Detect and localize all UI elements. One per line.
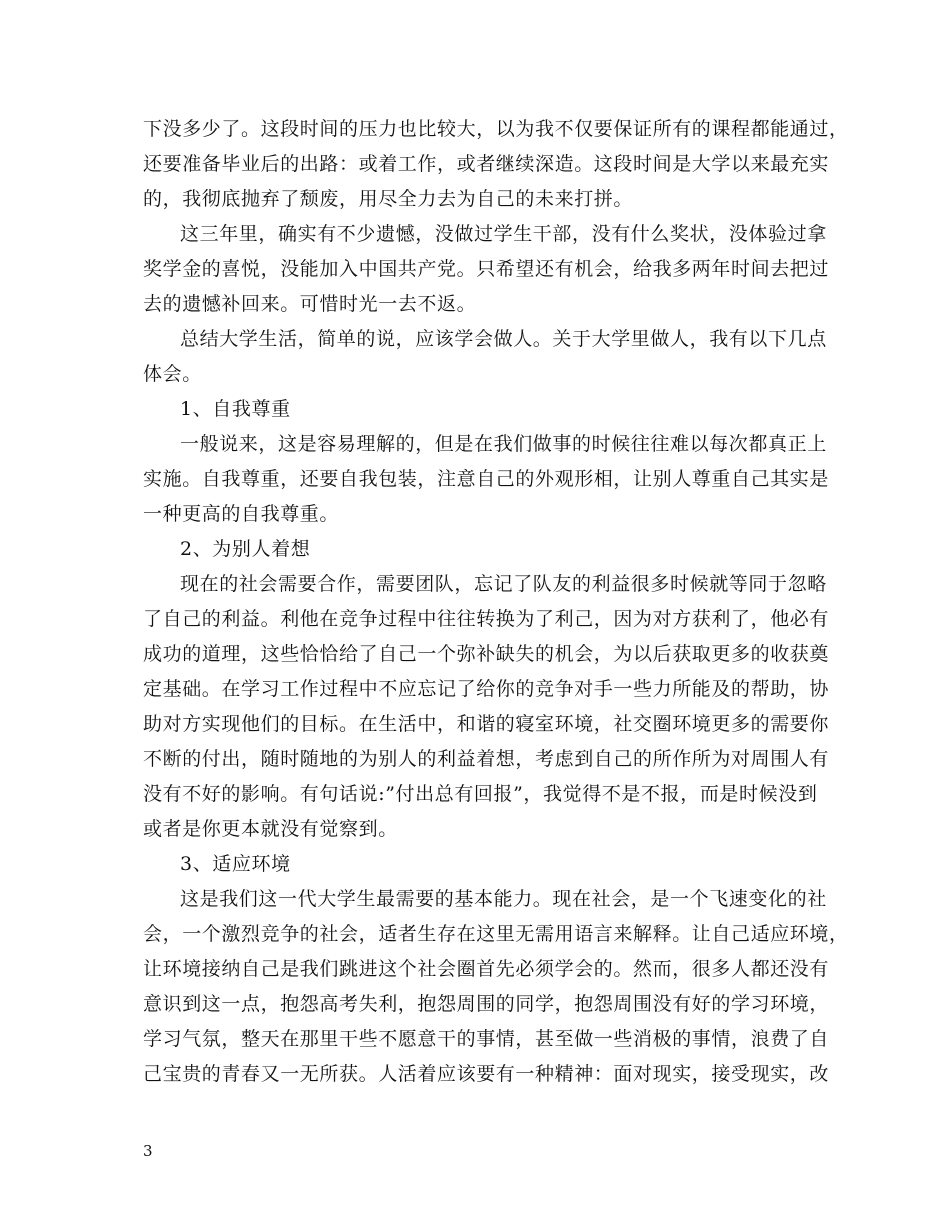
text-line: 体会。	[143, 363, 202, 385]
text-line: 己宝贵的青春又一无所获。人活着应该要有一种精神：面对现实，接受现实，改	[143, 1063, 830, 1085]
text-line: 意识到这一点，抱怨高考失利，抱怨周围的同学，抱怨周围没有好的学习环境，	[143, 993, 830, 1015]
text-line: 一般说来，这是容易理解的，但是在我们做事的时候往往难以每次都真正上	[180, 433, 827, 455]
text-line: 成功的道理，这些恰恰给了自己一个弥补缺失的机会，为以后获取更多的收获奠	[143, 643, 830, 665]
text-line: 奖学金的喜悦，没能加入中国共产党。只希望还有机会，给我多两年时间去把过	[143, 258, 830, 280]
text-line: 没有不好的影响。有句话说:”付出总有回报”，我觉得不是不报，而是时候没到	[143, 783, 818, 805]
text-line: 定基础。在学习工作过程中不应忘记了给你的竞争对手一些力所能及的帮助，协	[143, 678, 830, 700]
text-line: 这三年里，确实有不少遗憾，没做过学生干部，没有什么奖状，没体验过拿	[180, 223, 827, 245]
text-line: 学习气氛，整天在那里干些不愿意干的事情，甚至做一些消极的事情，浪费了自	[143, 1028, 830, 1050]
text-line: 还要准备毕业后的出路：或着工作，或者继续深造。这段时间是大学以来最充实	[143, 153, 830, 175]
text-line: 的，我彻底抛弃了颓废，用尽全力去为自己的未来打拼。	[143, 188, 634, 210]
text-line: 去的遗憾补回来。可惜时光一去不返。	[143, 293, 477, 315]
section-heading: 3、适应环境	[180, 853, 291, 875]
page-number: 3	[143, 1142, 153, 1160]
text-line: 不断的付出，随时随地的为别人的利益着想，考虑到自己的所作所为对周围人有	[143, 748, 830, 770]
text-line: 了自己的利益。利他在竞争过程中往往转换为了利己，因为对方获利了，他必有	[143, 608, 830, 630]
section-heading: 1、自我尊重	[180, 398, 291, 420]
text-line: 一种更高的自我尊重。	[143, 503, 340, 525]
text-line: 实施。自我尊重，还要自我包装，注意自己的外观形相，让别人尊重自己其实是	[143, 468, 830, 490]
text-line: 或者是你更本就没有觉察到。	[143, 818, 398, 840]
text-line: 总结大学生活，简单的说，应该学会做人。关于大学里做人，我有以下几点	[180, 328, 827, 350]
text-line: 现在的社会需要合作，需要团队，忘记了队友的利益很多时候就等同于忽略	[180, 573, 827, 595]
section-heading: 2、为别人着想	[180, 538, 311, 560]
text-line: 这是我们这一代大学生最需要的基本能力。现在社会，是一个飞速变化的社	[180, 888, 827, 910]
text-line: 让环境接纳自己是我们跳进这个社会圈首先必须学会的。然而，很多人都还没有	[143, 958, 830, 980]
text-line: 下没多少了。这段时间的压力也比较大，以为我不仅要保证所有的课程都能通过，	[143, 118, 849, 140]
text-line: 会，一个激烈竞争的社会，适者生存在这里无需用语言来解释。让自己适应环境，	[143, 923, 849, 945]
text-line: 助对方实现他们的目标。在生活中，和谐的寝室环境，社交圈环境更多的需要你	[143, 713, 830, 735]
